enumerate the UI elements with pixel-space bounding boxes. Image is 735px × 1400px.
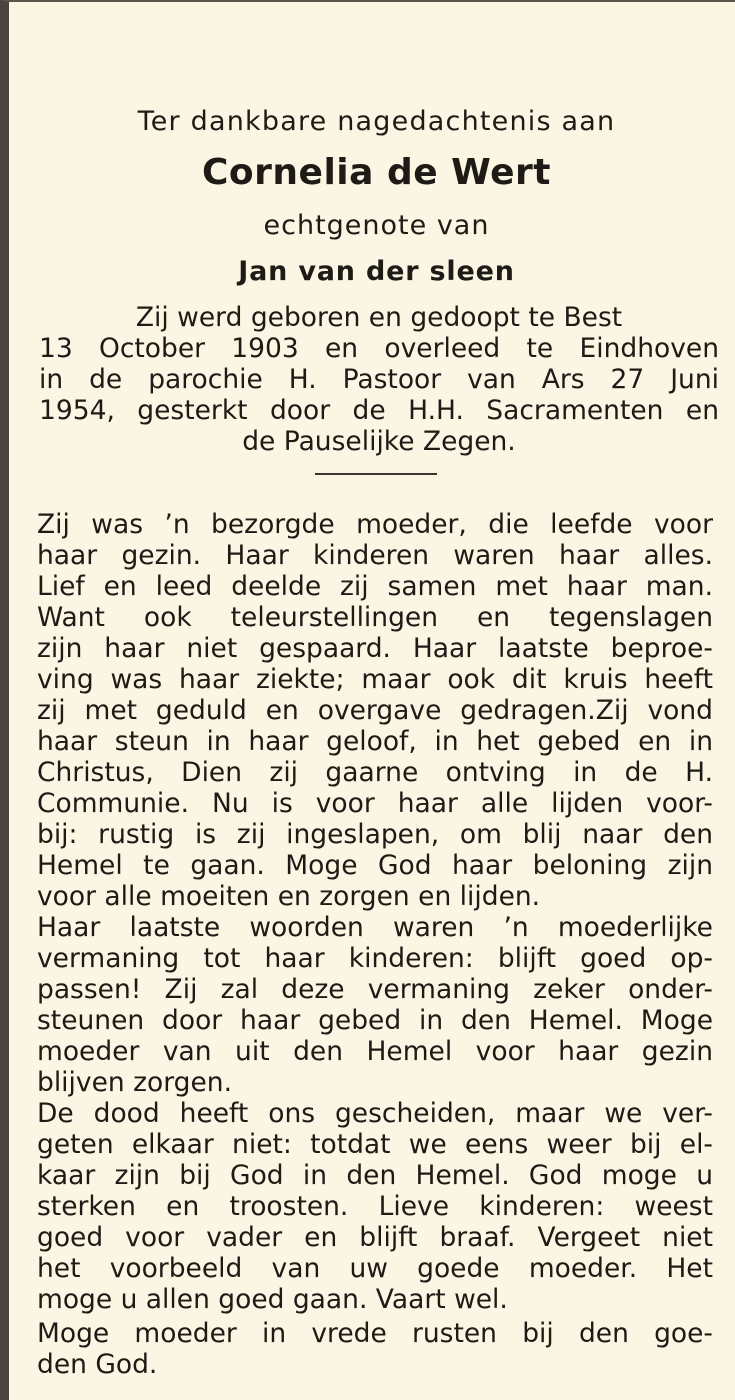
text-line: zij met geduld en overgave gedragen.Zij vond <box>37 695 713 726</box>
text-line: moeder van uit den Hemel voor haar gezin <box>37 1036 713 1067</box>
text-line: Christus, Dien zij gaarne ontving in de H. <box>37 757 713 788</box>
text-line: Want ook teleurstellingen en tegenslagen <box>37 602 713 633</box>
spouse-name: Jan van der sleen <box>238 256 515 287</box>
deceased-name: Cornelia de Wert <box>202 152 551 193</box>
memorial-text <box>37 509 713 1315</box>
text-line: geten elkaar niet: totdat we eens weer bij el- <box>37 1129 713 1160</box>
birth-death-paragraph <box>39 302 719 457</box>
text-line: Communie. Nu is voor haar alle lijden voor- <box>37 788 713 819</box>
text-line: haar gezin. Haar kinderen waren haar alles. <box>37 540 713 571</box>
text-line: goed voor vader en blijft braaf. Vergeet niet <box>37 1222 713 1253</box>
closing-line: den God. <box>37 1349 158 1380</box>
closing-prayer <box>37 1318 713 1380</box>
text-line: ving was haar ziekte; maar ook dit kruis heeft <box>37 664 713 695</box>
text-line: moge u allen goed gaan. Vaart wel. <box>37 1284 508 1315</box>
text-line: Lief en leed deelde zij samen met haar man. <box>37 571 713 602</box>
text-line: Haar laatste woorden waren ’n moederlijke <box>37 912 713 943</box>
section-divider <box>315 473 437 475</box>
text-line: blijven zorgen. <box>37 1067 233 1098</box>
birth-death-line: de Pauselijke Zegen. <box>242 426 516 457</box>
birth-death-line: Zij werd geboren en gedoopt te Best <box>135 302 623 333</box>
text-line: vermaning tot haar kinderen: blijft goed op- <box>37 943 713 974</box>
birth-death-line: in de parochie H. Pastoor van Ars 27 Juni <box>39 364 719 395</box>
text-line: haar steun in haar geloof, in het gebed en in <box>37 726 713 757</box>
text-line: het voorbeeld van uw goede moeder. Het <box>37 1253 713 1284</box>
text-line: Hemel te gaan. Moge God haar beloning zijn <box>37 850 713 881</box>
text-line: steunen door haar gebed in den Hemel. Moge <box>37 1005 713 1036</box>
text-line: kaar zijn bij God in den Hemel. God moge u <box>37 1160 713 1191</box>
text-line: zijn haar niet gespaard. Haar laatste beproe- <box>37 633 713 664</box>
text-line: voor alle moeiten en zorgen en lijden. <box>37 881 541 912</box>
spouse-label: echtgenote van <box>263 210 490 241</box>
birth-death-line: 1954, gesterkt door de H.H. Sacramenten en <box>39 395 719 426</box>
intro-line: Ter dankbare nagedachtenis aan <box>137 106 616 137</box>
text-line: passen! Zij zal deze vermaning zeker onder- <box>37 974 713 1005</box>
text-line: Zij was ’n bezorgde moeder, die leefde voor <box>37 509 713 540</box>
birth-death-line: 13 October 1903 en overleed te Eindhoven <box>39 333 719 364</box>
text-line: bij: rustig is zij ingeslapen, om blij naar den <box>37 819 713 850</box>
text-line: De dood heeft ons gescheiden, maar we ver- <box>37 1098 713 1129</box>
closing-line: Moge moeder in vrede rusten bij den goe- <box>37 1318 713 1349</box>
text-line: sterken en troosten. Lieve kinderen: weest <box>37 1191 713 1222</box>
